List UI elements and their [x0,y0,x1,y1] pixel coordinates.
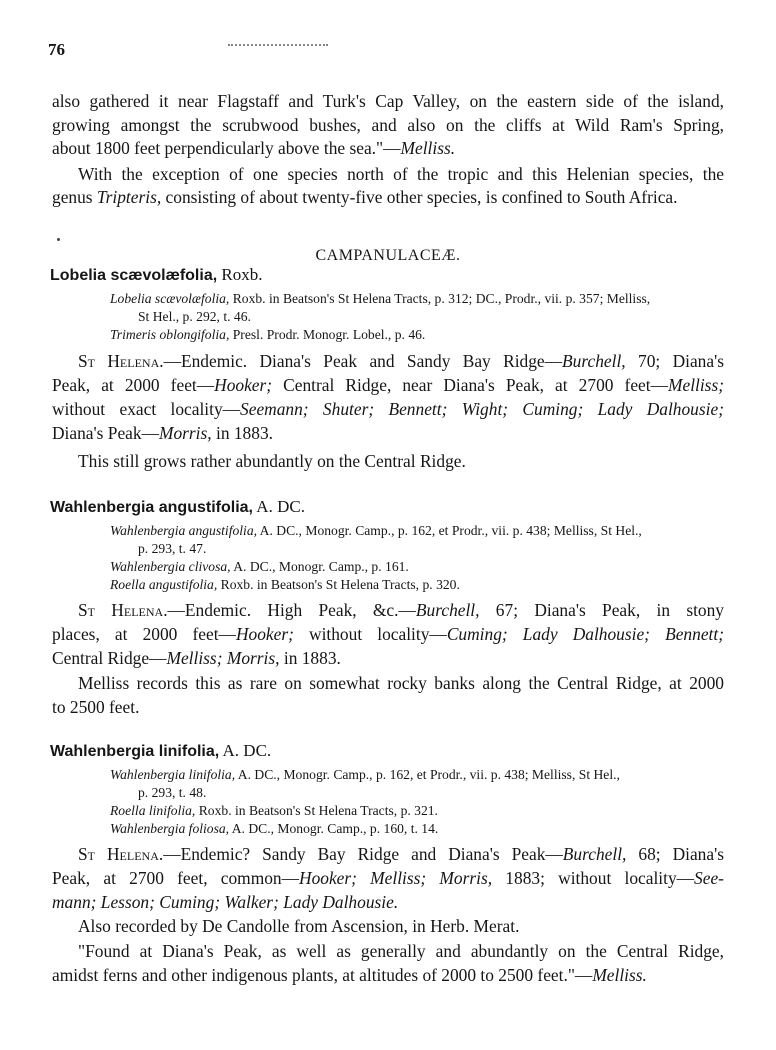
intro-line-5: genus Tripteris, consisting of about twenty-five other species, is confined to South Africa. [52,187,678,207]
running-head [228,44,328,52]
species-note: This still grows rather abundantly on the Central Ridge. [78,451,466,471]
species-note: to 2500 feet. [52,697,140,717]
intro-line-2: growing amongst the scrubwood bushes, and also on the cliffs at Wild Ram's Spring, [52,115,724,135]
locality-line: Peak, at 2000 feet—Hooker; Central Ridge, near Diana's Peak, at 2700 feet—Melliss; [52,375,725,395]
locality-line: mann; Lesson; Cuming; Walker; Lady Dalhousie. [52,892,399,912]
species-heading: Lobelia scævolæfolia, Roxb. [50,265,263,284]
locality-line: places, at 2000 feet—Hooker; without locality—Cuming; Lady Dalhousie; Bennett; [52,624,724,644]
citation-line: Roella linifolia, Roxb. in Beatson's St Helena Tracts, p. 321. [110,803,438,818]
citation-line: Wahlenbergia foliosa, A. DC., Monogr. Camp., p. 160, t. 14. [110,821,439,836]
running-head-text [228,32,283,43]
locality-line: St Helena.—Endemic? Sandy Bay Ridge and Diana's Peak—Burchell, 68; Diana's [78,844,725,864]
citation-line: Trimeris oblongifolia, Presl. Prodr. Monogr. Lobel., p. 46. [110,327,426,342]
citation-line: Wahlenbergia clivosa, A. DC., Monogr. Camp., p. 161. [110,559,409,574]
citation-line: St Hel., p. 292, t. 46. [138,309,251,324]
species-heading: Wahlenbergia angustifolia, A. DC. [50,497,305,516]
quote-line: "Found at Diana's Peak, as well as generally and abundantly on the Central Ridge, [78,941,724,961]
quote-line: amidst ferns and other indigenous plants, at altitudes of 2000 to 2500 feet."—Melliss. [52,965,647,985]
species-note: Also recorded by De Candolle from Ascension, in Herb. Merat. [78,916,520,936]
locality-line: without exact locality—Seemann; Shuter; Bennett; Wight; Cuming; Lady Dalhousie; [52,399,724,419]
intro-line-1: also gathered it near Flagstaff and Turk's Cap Valley, on the eastern side of the island, [52,91,724,111]
citation-line: Roella angustifolia, Roxb. in Beatson's St Helena Tracts, p. 320. [110,577,460,592]
citation-line: Lobelia scævolæfolia, Roxb. in Beatson's St Helena Tracts, p. 312; DC., Prodr., vii. p. 357; Melliss, [110,291,651,306]
page-number: 76 [48,40,65,59]
intro-line-4: With the exception of one species north of the tropic and this Helenian species, the [78,164,724,184]
citation-line: Wahlenbergia angustifolia, A. DC., Monogr. Camp., p. 162, et Prodr., vii. p. 438; Melliss, St Hel., [110,523,642,538]
section-heading: CAMPANULACEÆ. [315,247,461,264]
locality-line: Central Ridge—Melliss; Morris, in 1883. [52,648,341,668]
intro-line-3: about 1800 feet perpendicularly above the sea."—Melliss. [52,138,456,158]
species-note: Melliss records this as rare on somewhat rocky banks along the Central Ridge, at 2000 [78,673,724,693]
ink-speck [57,238,60,241]
citation-line: p. 293, t. 47. [138,541,207,556]
citation-line: Wahlenbergia linifolia, A. DC., Monogr. Camp., p. 162, et Prodr., vii. p. 438; Melliss, St Hel., [110,767,620,782]
species-heading: Wahlenbergia linifolia, A. DC. [50,741,272,760]
locality-line: Diana's Peak—Morris, in 1883. [52,423,273,443]
citation-line: p. 293, t. 48. [138,785,207,800]
locality-line: St Helena.—Endemic. High Peak, &c.—Burchell, 67; Diana's Peak, in stony [78,600,724,620]
locality-line: Peak, at 2700 feet, common—Hooker; Melliss; Morris, 1883; without locality—See- [52,868,724,888]
locality-line: St Helena.—Endemic. Diana's Peak and Sandy Bay Ridge—Burchell, 70; Diana's [78,351,725,371]
